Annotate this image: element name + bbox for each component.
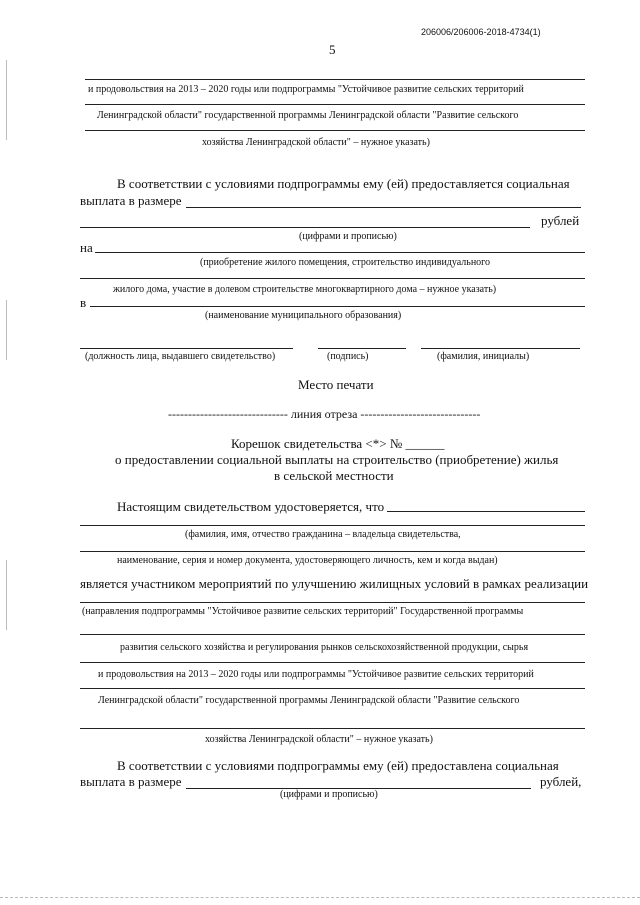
name-field (421, 348, 580, 349)
granted-amount-label: выплата в размере (80, 774, 182, 789)
program-line: Ленинградской области" государственной программы Ленинградской области "Развитие сельского (98, 695, 520, 706)
scan-margin-mark (6, 300, 7, 360)
rule (80, 602, 585, 603)
program-line: хозяйства Ленинградской области" – нужное указать) (202, 137, 430, 148)
purpose-field (95, 252, 585, 253)
name-caption: (фамилия, инициалы) (437, 351, 530, 362)
municipality-field (90, 306, 585, 307)
program-line: Ленинградской области" государственной программы Ленинградской области "Развитие сельского (97, 110, 519, 121)
signature-field (318, 348, 406, 349)
rubles-label: рублей (541, 213, 580, 228)
figures-caption: (цифрами и прописью) (299, 231, 397, 242)
holder-caption: (фамилия, имя, отчество гражданина – владельца свидетельства, (185, 529, 461, 540)
rule (80, 634, 585, 635)
purpose-caption: (приобретение жилого помещения, строительство индивидуального (200, 257, 491, 268)
holder-field (80, 525, 585, 526)
purpose-field (80, 278, 585, 279)
granted-text: В соответствии с условиями подпрограммы ему (ей) предоставлена социальная (117, 758, 559, 773)
granted-rubles-label: рублей, (540, 774, 582, 789)
purpose-caption: жилого дома, участие в долевом строительстве многоквартирного дома – нужное указать) (113, 284, 497, 295)
scan-margin-mark (6, 560, 7, 630)
program-line: (направления подпрограммы "Устойчивое развитие сельских территорий" Государственной программы (82, 606, 524, 617)
program-line: и продовольствия на 2013 – 2020 годы или подпрограммы "Устойчивое развитие сельских территорий (88, 84, 524, 95)
scan-margin-mark (6, 60, 7, 140)
document-field (80, 551, 585, 552)
stub-title: Корешок свидетельства <*> № ______ (231, 436, 445, 451)
rule (80, 728, 585, 729)
program-line: развития сельского хозяйства и регулирования рынков сельскохозяйственной продукции, сырья (120, 642, 529, 653)
seal-place: Место печати (298, 377, 374, 392)
program-line: хозяйства Ленинградской области" – нужное указать) (205, 734, 433, 745)
stub-subtitle: о предоставлении социальной выплаты на строительство (приобретение) жилья (115, 452, 559, 467)
rule (80, 662, 585, 663)
rule (85, 104, 585, 105)
in-label: в (80, 295, 87, 310)
on-label: на (80, 240, 93, 255)
municipality-caption: (наименование муниципального образования) (205, 310, 402, 321)
page-number: 5 (329, 42, 336, 57)
stub-subtitle: в сельской местности (274, 468, 394, 483)
position-field (80, 348, 293, 349)
certify-text: Настоящим свидетельством удостоверяется, что (117, 499, 385, 514)
scan-edge-artifact (0, 897, 640, 898)
rule (80, 688, 585, 689)
cut-line: ------------------------------ линия отреза ------------------------------ (168, 407, 481, 421)
granted-caption: (цифрами и прописью) (280, 789, 378, 800)
holder-field (387, 511, 585, 512)
payment-amount-label: выплата в размере (80, 193, 182, 208)
payment-intro: В соответствии с условиями подпрограммы ему (ей) предоставляется социальная (117, 176, 570, 191)
amount-field (80, 227, 530, 228)
rule (85, 79, 585, 80)
document-number: 206006/206006-2018-4734(1) (421, 27, 541, 37)
position-caption: (должность лица, выдавшего свидетельство) (85, 351, 276, 362)
rule (85, 130, 585, 131)
amount-field (186, 207, 581, 208)
program-line: и продовольствия на 2013 – 2020 годы или подпрограммы "Устойчивое развитие сельских территорий (98, 669, 534, 680)
participant-text: является участником мероприятий по улучшению жилищных условий в рамках реализации (80, 576, 589, 591)
document-caption: наименование, серия и номер документа, удостоверяющего личность, кем и когда выдан) (117, 555, 498, 566)
signature-caption: (подпись) (327, 351, 369, 362)
